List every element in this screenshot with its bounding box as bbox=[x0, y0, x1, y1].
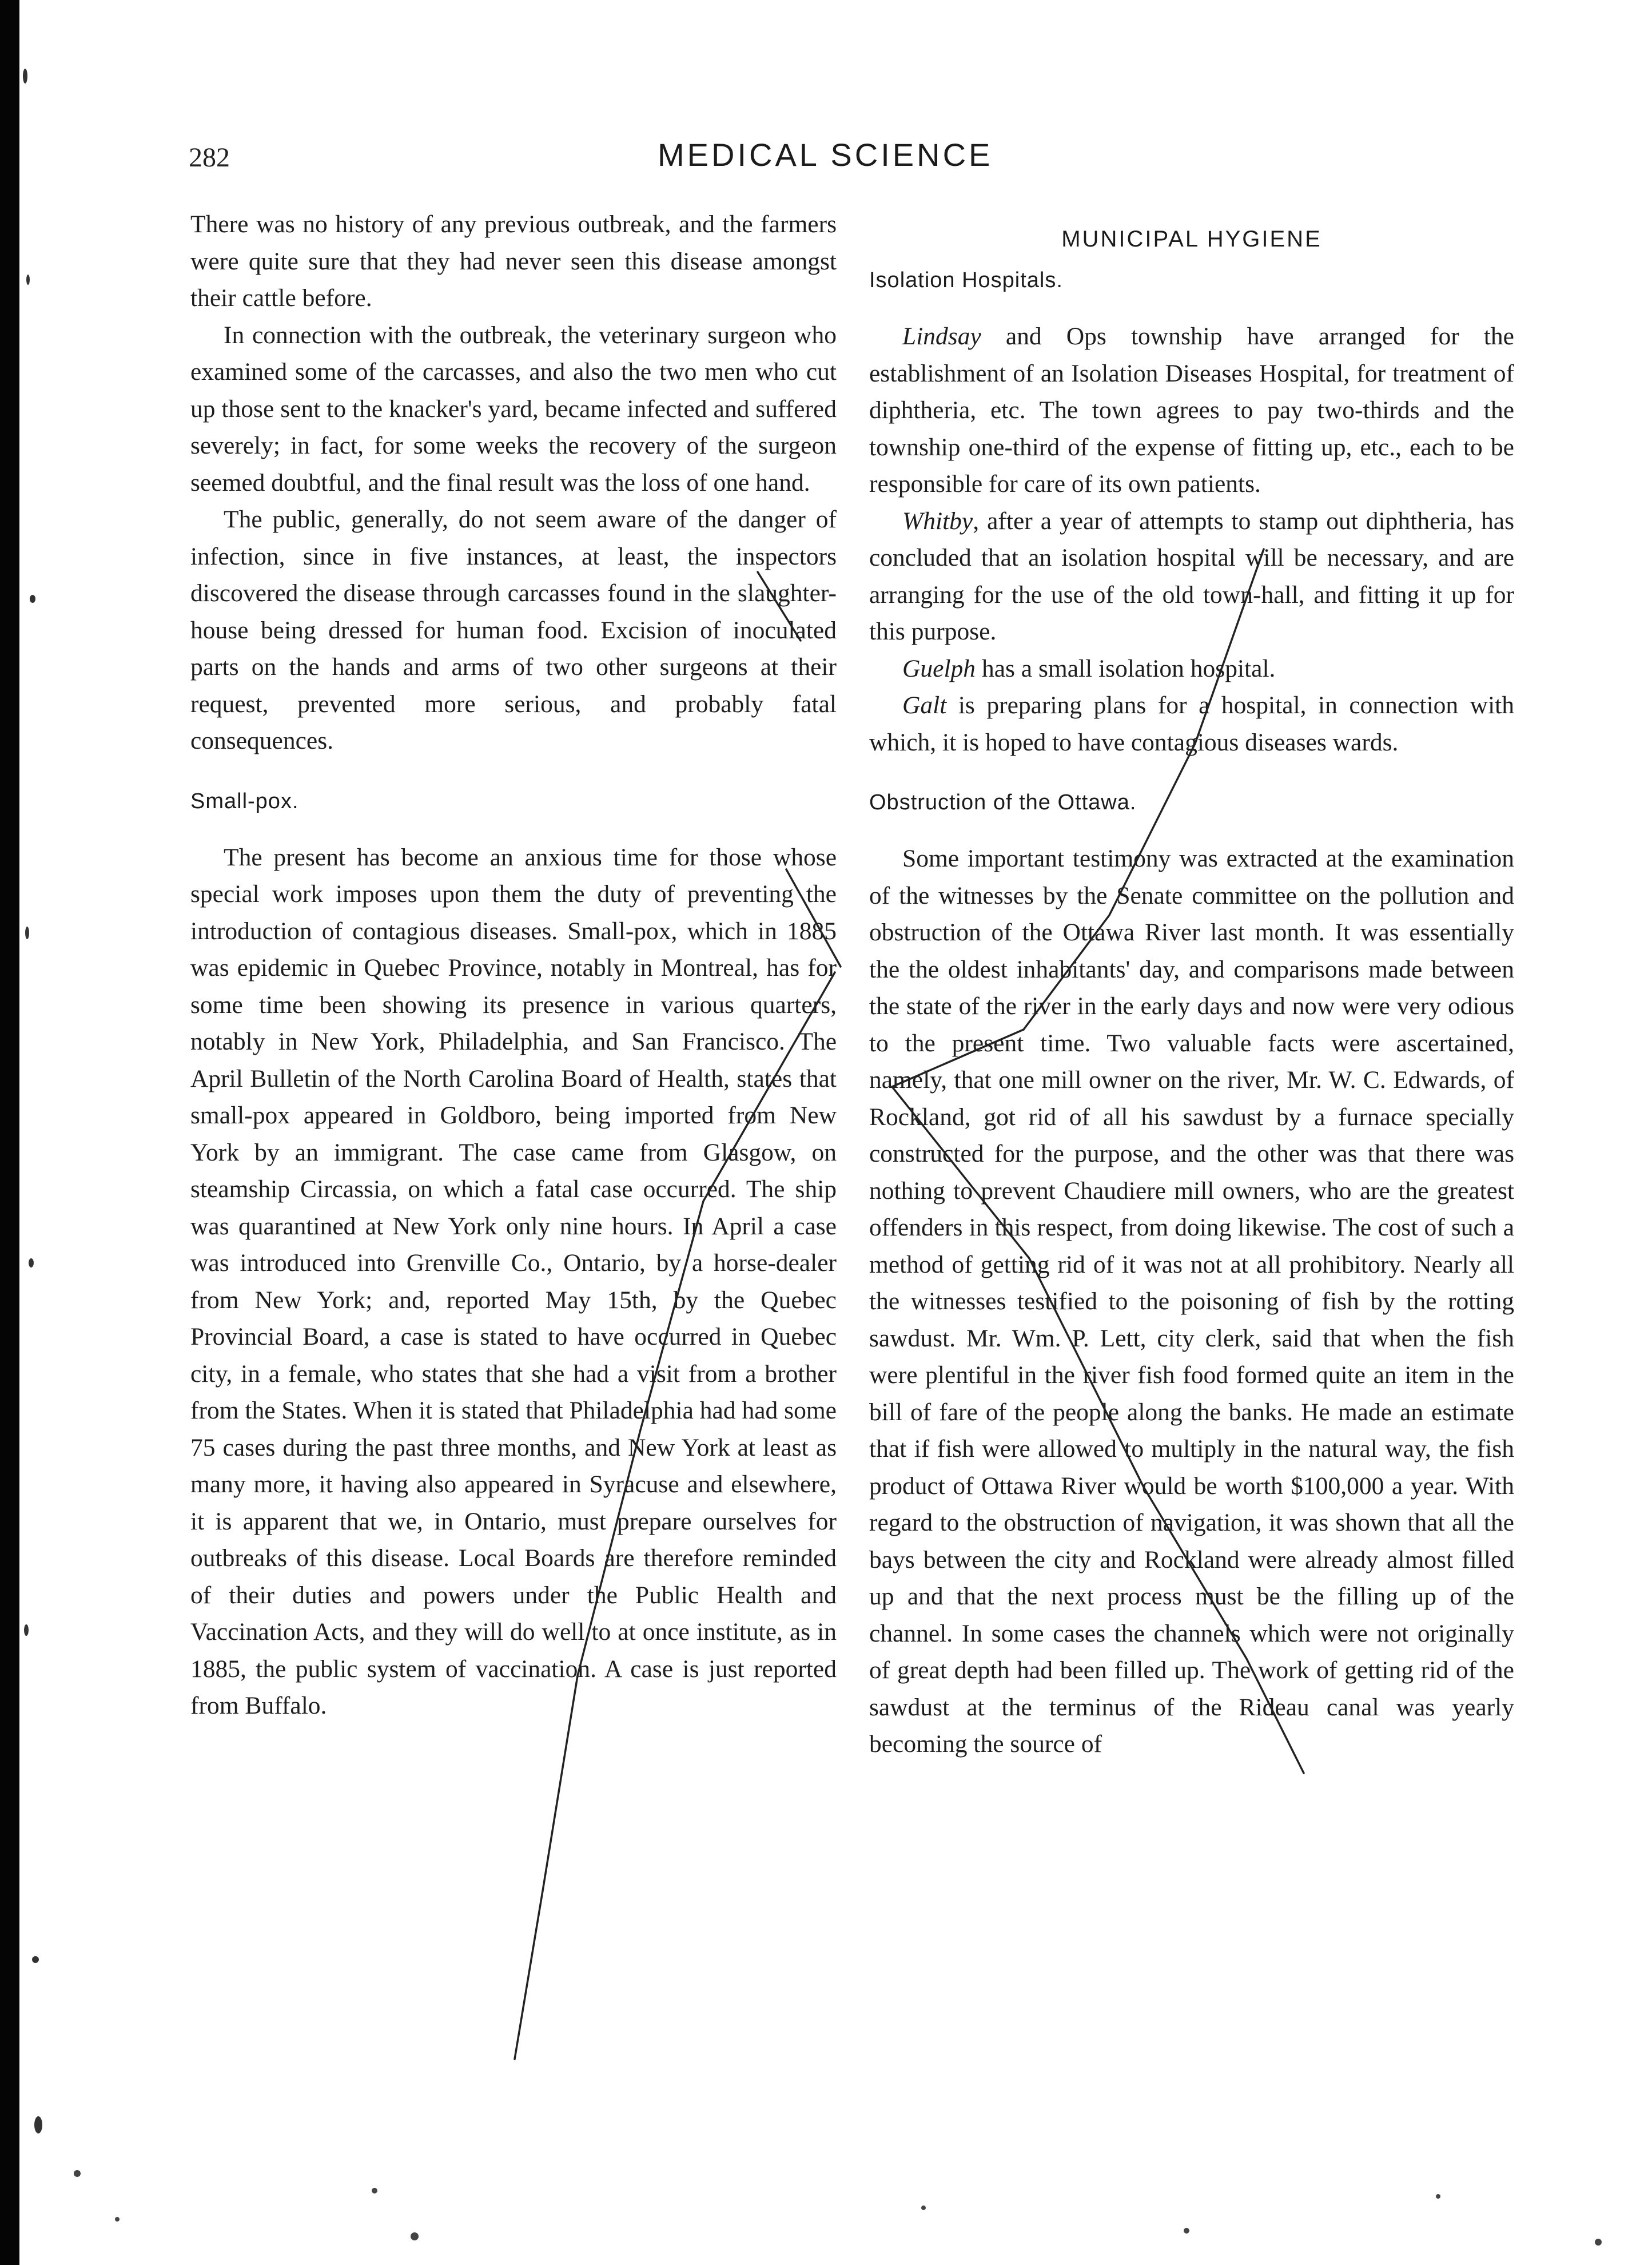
scan-speck bbox=[26, 275, 30, 285]
scan-speck bbox=[32, 1956, 39, 1963]
veterinary-paragraph: In connection with the outbreak, the veterinary surgeon who examined some of the carcasses, and also the two men who cut up those sent to the knacker's yard, became infected and suffered severely; in fact, for some weeks the recovery of the surgeon seemed doubtful, and the final result was the loss of one hand. bbox=[190, 321, 837, 496]
scan-speck bbox=[411, 2232, 419, 2240]
isolation-item-galt bbox=[869, 687, 1514, 761]
ottawa-paragraph: Some important testimony was extracted at the examination of the witnesses by the Senate committee on the pollution and obstruction of the Ottawa River last month. It was essentially the the oldest inhabitants' day, and comparisons made between the state of the river in the early days and now were very odious to the present time. Two valuable facts were ascertained, namely, that one mill owner on the river, Mr. W. C. Edwards, of Rockland, got rid of all his sawdust by a furnace specially constructed for the purpose, and the other was that there was nothing to prevent Chaudiere mill owners, who are the greatest offenders in this respect, from doing likewise. The cost of such a method of getting rid of it was not at all prohibitory. Nearly all the witnesses testified to the poisoning of fish by the rotting sawdust. Mr. Wm. P. Lett, city clerk, said that when the fish were plentiful in the river fish food formed quite an item in the bill of fare of the people along the banks. He made an estimate that if fish were allowed to multiply in the natural way, the fish product of Ottawa River would be worth $100,000 a year. With regard to the obstruction of navigation, it was shown that all the bays between the city and Rockland were already almost filled up and that the next process must be the filling up of the channel. In some cases the channels which were not originally of great depth had been filled up. The work of getting rid of the sawdust at the terminus of the Rideau canal was yearly becoming the source of bbox=[869, 845, 1514, 1758]
scan-speck bbox=[30, 595, 35, 603]
page-header bbox=[0, 136, 1652, 182]
page-number: 282 bbox=[189, 142, 230, 173]
place-name: Whitby bbox=[902, 507, 973, 535]
scan-speck bbox=[115, 2217, 120, 2222]
scan-binding-edge bbox=[0, 0, 54, 2265]
isolation-item-text: and Ops township have arranged for the establishment of an Isolation Diseases Hospital, for treatment of diphtheria, etc. The town agrees to pay two-thirds and the township one-third of the expense of fitting up, etc., each to be responsible for care of its own patients. bbox=[869, 323, 1514, 498]
scan-speck bbox=[24, 1624, 29, 1636]
scan-speck bbox=[34, 2116, 42, 2133]
place-name: Galt bbox=[902, 692, 947, 719]
isolation-hospitals-heading: Isolation Hospitals. bbox=[869, 268, 1063, 292]
left-column bbox=[190, 206, 837, 1724]
isolation-item-lindsay bbox=[869, 318, 1514, 503]
isolation-item-guelph bbox=[869, 650, 1514, 688]
scan-speck bbox=[1184, 2228, 1189, 2234]
scan-bottom-noise bbox=[54, 2105, 1652, 2265]
scan-speck bbox=[921, 2206, 926, 2210]
place-name: Lindsay bbox=[902, 323, 981, 350]
municipal-hygiene-title: MUNICIPAL HYGIENE bbox=[1061, 227, 1322, 252]
smallpox-heading: Small-pox. bbox=[190, 789, 299, 813]
smallpox-paragraph: The present has become an anxious time for those whose special work imposes upon them the duty of preventing the introduction of contagious diseases. Small-pox, which in 1885 was epidemic in Quebec Province, notably in Montreal, has for some time been showing its presence in various quarters, notably in New York, Philadelphia, and San Francisco. The April Bulletin of the North Carolina Board of Health, states that small-pox appeared in Goldboro, being imported from New York by an immigrant. The case came from Glasgow, on steamship Circassia, on which a fatal case occurred. The ship was quarantined at New York only nine hours. In April a case was introduced into Grenville Co., Ontario, by a horse-dealer from New York; and, reported May 15th, by the Quebec Provincial Board, a case is stated to have occurred in Quebec city, in a female, who states that she had a visit from a brother from the States. When it is stated that Philadelphia had had some 75 cases during the past three months, and New York at least as many more, it having also appeared in Syracuse and elsewhere, it is apparent that we, in Ontario, must prepare ourselves for outbreaks of this disease. Local Boards are therefore reminded of their duties and powers under the Public Health and Vaccination Acts, and they will do well to at once institute, as in 1885, the public system of vaccination. A case is just reported from Buffalo. bbox=[190, 843, 837, 1719]
scan-speck bbox=[1595, 2239, 1602, 2246]
isolation-item-text: has a small isolation hospital. bbox=[976, 654, 1276, 682]
place-name: Guelph bbox=[902, 654, 976, 682]
public-danger-paragraph: The public, generally, do not seem aware of the danger of infection, since in five instances, at least, the inspectors discovered the disease through carcasses found in the slaughter-house being dressed for human food. Excision of inoculated parts on the hands and arms of two other surgeons at their request, prevented more serious, and probably fatal consequences. bbox=[190, 506, 837, 754]
isolation-item-text: , after a year of attempts to stamp out diphtheria, has concluded that an isolation hospital will be necessary, and are arranging for the use of the old town-hall, and fitting it up for this purpose. bbox=[869, 507, 1514, 645]
outbreak-paragraph: There was no history of any previous outbreak, and the farmers were quite sure that they had never seen this disease amongst their cattle before. bbox=[190, 210, 837, 312]
binding-shadow bbox=[0, 0, 19, 2265]
ottawa-obstruction-heading: Obstruction of the Ottawa. bbox=[869, 790, 1137, 814]
isolation-item-whitby bbox=[869, 503, 1514, 650]
right-column bbox=[869, 206, 1514, 1763]
isolation-item-text: is preparing plans for a hospital, in connection with which, it is hoped to have contagious diseases wards. bbox=[869, 692, 1514, 756]
scan-speck bbox=[29, 1258, 34, 1267]
scan-speck bbox=[25, 927, 29, 939]
scan-speck bbox=[1436, 2194, 1440, 2199]
scan-speck bbox=[372, 2188, 377, 2194]
scan-speck bbox=[23, 69, 27, 84]
scan-speck bbox=[74, 2170, 81, 2177]
running-title: MEDICAL SCIENCE bbox=[658, 137, 993, 173]
